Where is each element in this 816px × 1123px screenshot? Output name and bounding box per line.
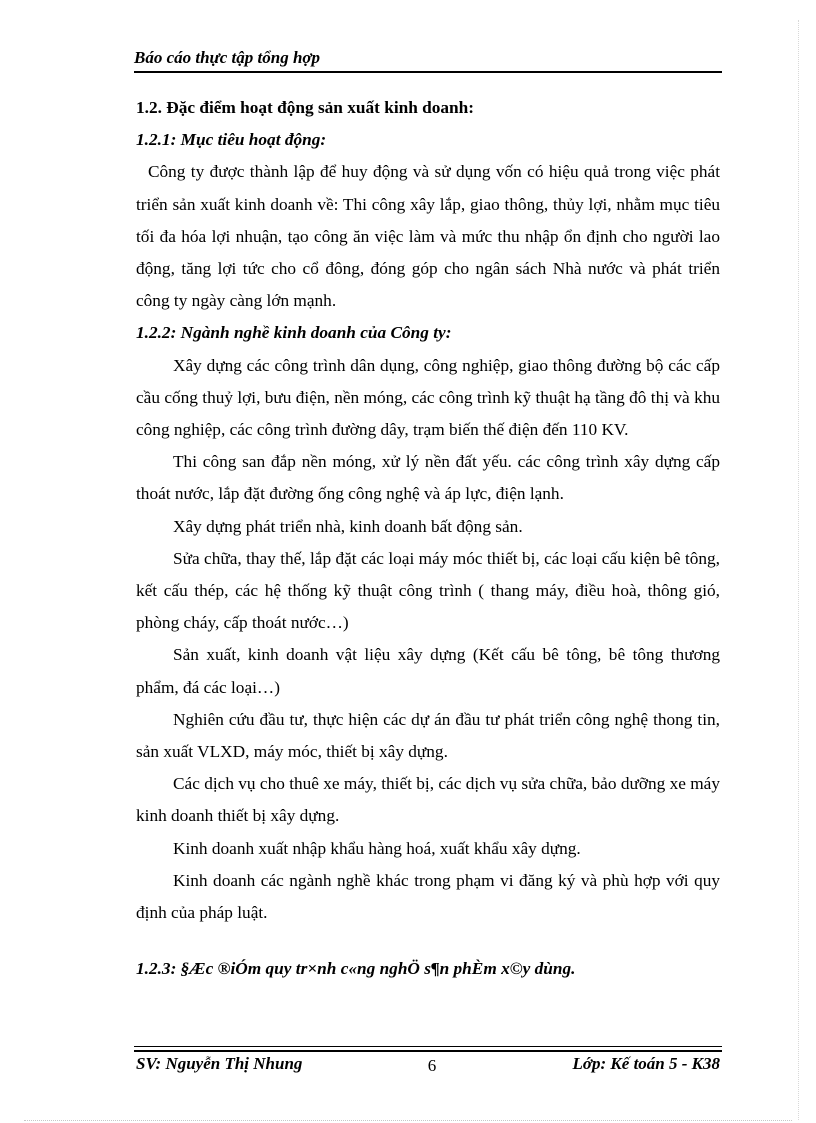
header-rule xyxy=(134,71,722,73)
paragraph-business-line: Xây dựng phát triển nhà, kinh doanh bất động sản. xyxy=(173,516,523,536)
paragraph-business-line: Thi công san đắp nền móng, xử lý nền đất yếu. các công trình xây dựng cấp thoát nước, lắp đặt đường ống công nghệ và áp lực, điện lạnh. xyxy=(136,452,720,504)
section-heading: 1.2. Đặc điểm hoạt động sản xuất kinh doanh: xyxy=(136,98,475,117)
footer-rule-thin xyxy=(134,1046,722,1047)
subsection-heading-1-2-2: 1.2.2: Ngành nghề kinh doanh của Công ty: xyxy=(136,323,452,343)
page-number: 6 xyxy=(427,1056,437,1075)
running-header-title: Báo cáo thực tập tổng hợp xyxy=(134,48,321,67)
document-body xyxy=(136,92,720,985)
paragraph-business-line: Xây dựng các công trình dân dụng, công nghiệp, giao thông đường bộ các cấp cầu cống thuỷ lợi, bưu điện, nền móng, các công trình kỹ thuật hạ tầng đô thị và khu công nghiệp, các công trình đường dây, trạm biến thế điện đến 110 KV. xyxy=(136,355,720,440)
spacer xyxy=(136,929,720,953)
footer-student-name: SV: Nguyễn Thị Nhung xyxy=(136,1054,303,1073)
paragraph-business-line: Sản xuất, kinh doanh vật liệu xây dựng (Kết cấu bê tông, bê tông thương phẩm, đá các loại…) xyxy=(136,645,720,697)
paragraph-objectives: Công ty được thành lập để huy động và sử dụng vốn có hiệu quả trong việc phát triển sản xuất kinh doanh về: Thi công xây lắp, giao thông, thủy lợi, nhằm mục tiêu tối đa hóa lợi nhuận, tạo công ăn việc làm và mức thu nhập ổn định cho người lao động, tăng lợi tức cho cổ đông, đóng góp cho ngân sách Nhà nước và phát triển công ty ngày càng lớn mạnh. xyxy=(136,162,720,311)
page-edge-dotted-right xyxy=(798,20,799,1120)
footer-class-label: Lớp: Kế toán 5 - K38 xyxy=(572,1054,720,1073)
paragraph-business-line: Sửa chữa, thay thế, lắp đặt các loại máy móc thiết bị, các loại cấu kiện bê tông, kết cấu thép, các hệ thống kỹ thuật công trình ( thang máy, điều hoà, thông gió, phòng cháy, cấp thoát nước…) xyxy=(136,548,720,633)
subsection-heading-1-2-1: 1.2.1: Mục tiêu hoạt động: xyxy=(136,130,327,150)
paragraph-business-line: Các dịch vụ cho thuê xe máy, thiết bị, các dịch vụ sửa chữa, bảo dưỡng xe máy kinh doanh thiết bị xây dựng. xyxy=(136,774,720,826)
page-edge-dotted-bottom xyxy=(24,1120,792,1121)
paragraph-business-line: Nghiên cứu đầu tư, thực hiện các dự án đầu tư phát triển công nghệ thong tin, sản xuất VLXD, máy móc, thiết bị xây dựng. xyxy=(136,709,720,762)
paragraph-business-line: Kinh doanh các ngành nghề khác trong phạm vi đăng ký và phù hợp với quy định của pháp luật. xyxy=(136,870,720,923)
footer-rule-thick xyxy=(134,1050,722,1052)
paragraph-business-line: Kinh doanh xuất nhập khẩu hàng hoá, xuất khẩu xây dựng. xyxy=(173,838,581,858)
subsection-heading-1-2-3: 1.2.3: §Æc ®iÓm quy tr×nh c«ng nghÖ s¶n phÈm x©y dùng. xyxy=(136,959,576,979)
